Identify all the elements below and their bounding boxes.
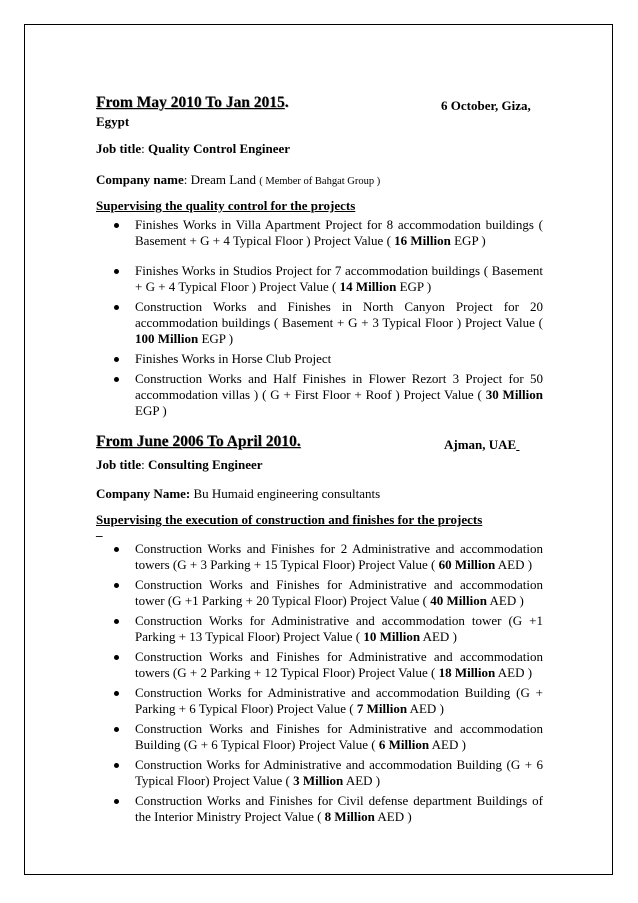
job-title-label: Job title xyxy=(96,457,142,472)
list-item: Construction Works and Finishes for Administrative and accommodation tower (G +1 Parking + 20 Typical Floor) Project Value ( 40 Million AED ) xyxy=(113,577,543,609)
bullet-icon xyxy=(114,691,119,696)
bullet-icon xyxy=(114,269,119,274)
section1-subheading: Supervising the quality control for the projects xyxy=(96,198,356,213)
company-note: ( Member of Bahgat Group ) xyxy=(259,176,381,187)
section1-period: From May 2010 To Jan 2015 xyxy=(96,94,285,111)
bullet-icon xyxy=(114,655,119,660)
section1-location-line2: Egypt xyxy=(96,114,130,129)
bullet-icon xyxy=(114,619,119,624)
company-value: Dream Land xyxy=(190,172,256,187)
section2-location: Ajman, UAE xyxy=(444,437,517,452)
section2-project-list xyxy=(113,541,543,825)
bullet-icon xyxy=(114,547,119,552)
list-item: Construction Works for Administrative and accommodation Building (G + Parking + 6 Typical Floor) Project Value ( 7 Million AED ) xyxy=(113,685,543,717)
section2-company xyxy=(96,486,380,502)
list-item: Construction Works and Finishes for Civil defense department Buildings of the Interior Ministry Project Value ( 8 Million AED ) xyxy=(113,793,543,825)
section1-project-list xyxy=(113,217,543,419)
section1-company xyxy=(96,172,380,190)
bullet-icon xyxy=(114,763,119,768)
list-item: Construction Works and Finishes for 2 Administrative and accommodation towers (G + 3 Parking + 15 Typical Floor) Project Value ( 60 Million AED ) xyxy=(113,541,543,573)
section2-underscore: _ xyxy=(96,523,103,538)
list-item: Finishes Works in Studios Project for 7 accommodation buildings ( Basement + G + 4 Typical Floor ) Project Value ( 14 Million EGP ) xyxy=(113,263,543,295)
list-item: Finishes Works in Horse Club Project xyxy=(113,351,543,367)
list-item: Construction Works and Finishes for Administrative and accommodation Building (G + 6 Typical Floor) Project Value ( 6 Million AED ) xyxy=(113,721,543,753)
list-item: Construction Works for Administrative and accommodation tower (G +1 Parking + 13 Typical Floor) Project Value ( 10 Million AED ) xyxy=(113,613,543,645)
company-separator: : xyxy=(183,172,188,187)
list-item: Construction Works and Finishes for Administrative and accommodation towers (G + 2 Parking + 12 Typical Floor) Project Value ( 18 Million AED ) xyxy=(113,649,543,681)
list-item: Construction Works and Finishes in North Canyon Project for 20 accommodation buildings ( Basement + G + 3 Typical Floor ) Project Value ( 100 Million EGP ) xyxy=(113,299,543,347)
bullet-icon xyxy=(114,377,119,382)
section1-period-heading xyxy=(96,95,289,111)
section2-period: From June 2006 To April 2010. xyxy=(96,433,301,450)
bullet-icon xyxy=(114,223,119,228)
company-label: Company Name: xyxy=(96,486,191,501)
bullet-icon xyxy=(114,357,119,362)
company-label: Company name xyxy=(96,172,184,187)
job-title-value: Quality Control Engineer xyxy=(148,141,291,156)
job-title-value: Consulting Engineer xyxy=(148,457,263,472)
bullet-icon xyxy=(114,727,119,732)
section1-location-line1: 6 October, Giza, xyxy=(441,98,531,113)
section2-subheading: Supervising the execution of construction and finishes for the projects xyxy=(96,512,483,527)
section1-period-suffix: . xyxy=(284,94,289,111)
job-title-label: Job title xyxy=(96,141,142,156)
list-item: Finishes Works in Villa Apartment Project for 8 accommodation buildings ( Basement + G + 4 Typical Floor ) Project Value ( 16 Million EGP ) xyxy=(113,217,543,249)
bullet-icon xyxy=(114,305,119,310)
bullet-icon xyxy=(114,583,119,588)
list-item: Construction Works and Half Finishes in Flower Rezort 3 Project for 50 accommodation villas ) ( G + First Floor + Roof ) Project Value ( 30 Million EGP ) xyxy=(113,371,543,419)
bullet-icon xyxy=(114,799,119,804)
list-item: Construction Works for Administrative and accommodation Building (G + 6 Typical Floor) Project Value ( 3 Million AED ) xyxy=(113,757,543,789)
job-title-separator: : xyxy=(141,457,145,472)
job-title-separator: : xyxy=(141,141,145,156)
section1-job-title xyxy=(96,141,290,157)
section2-job-title xyxy=(96,457,263,473)
company-value: Bu Humaid engineering consultants xyxy=(193,486,381,501)
